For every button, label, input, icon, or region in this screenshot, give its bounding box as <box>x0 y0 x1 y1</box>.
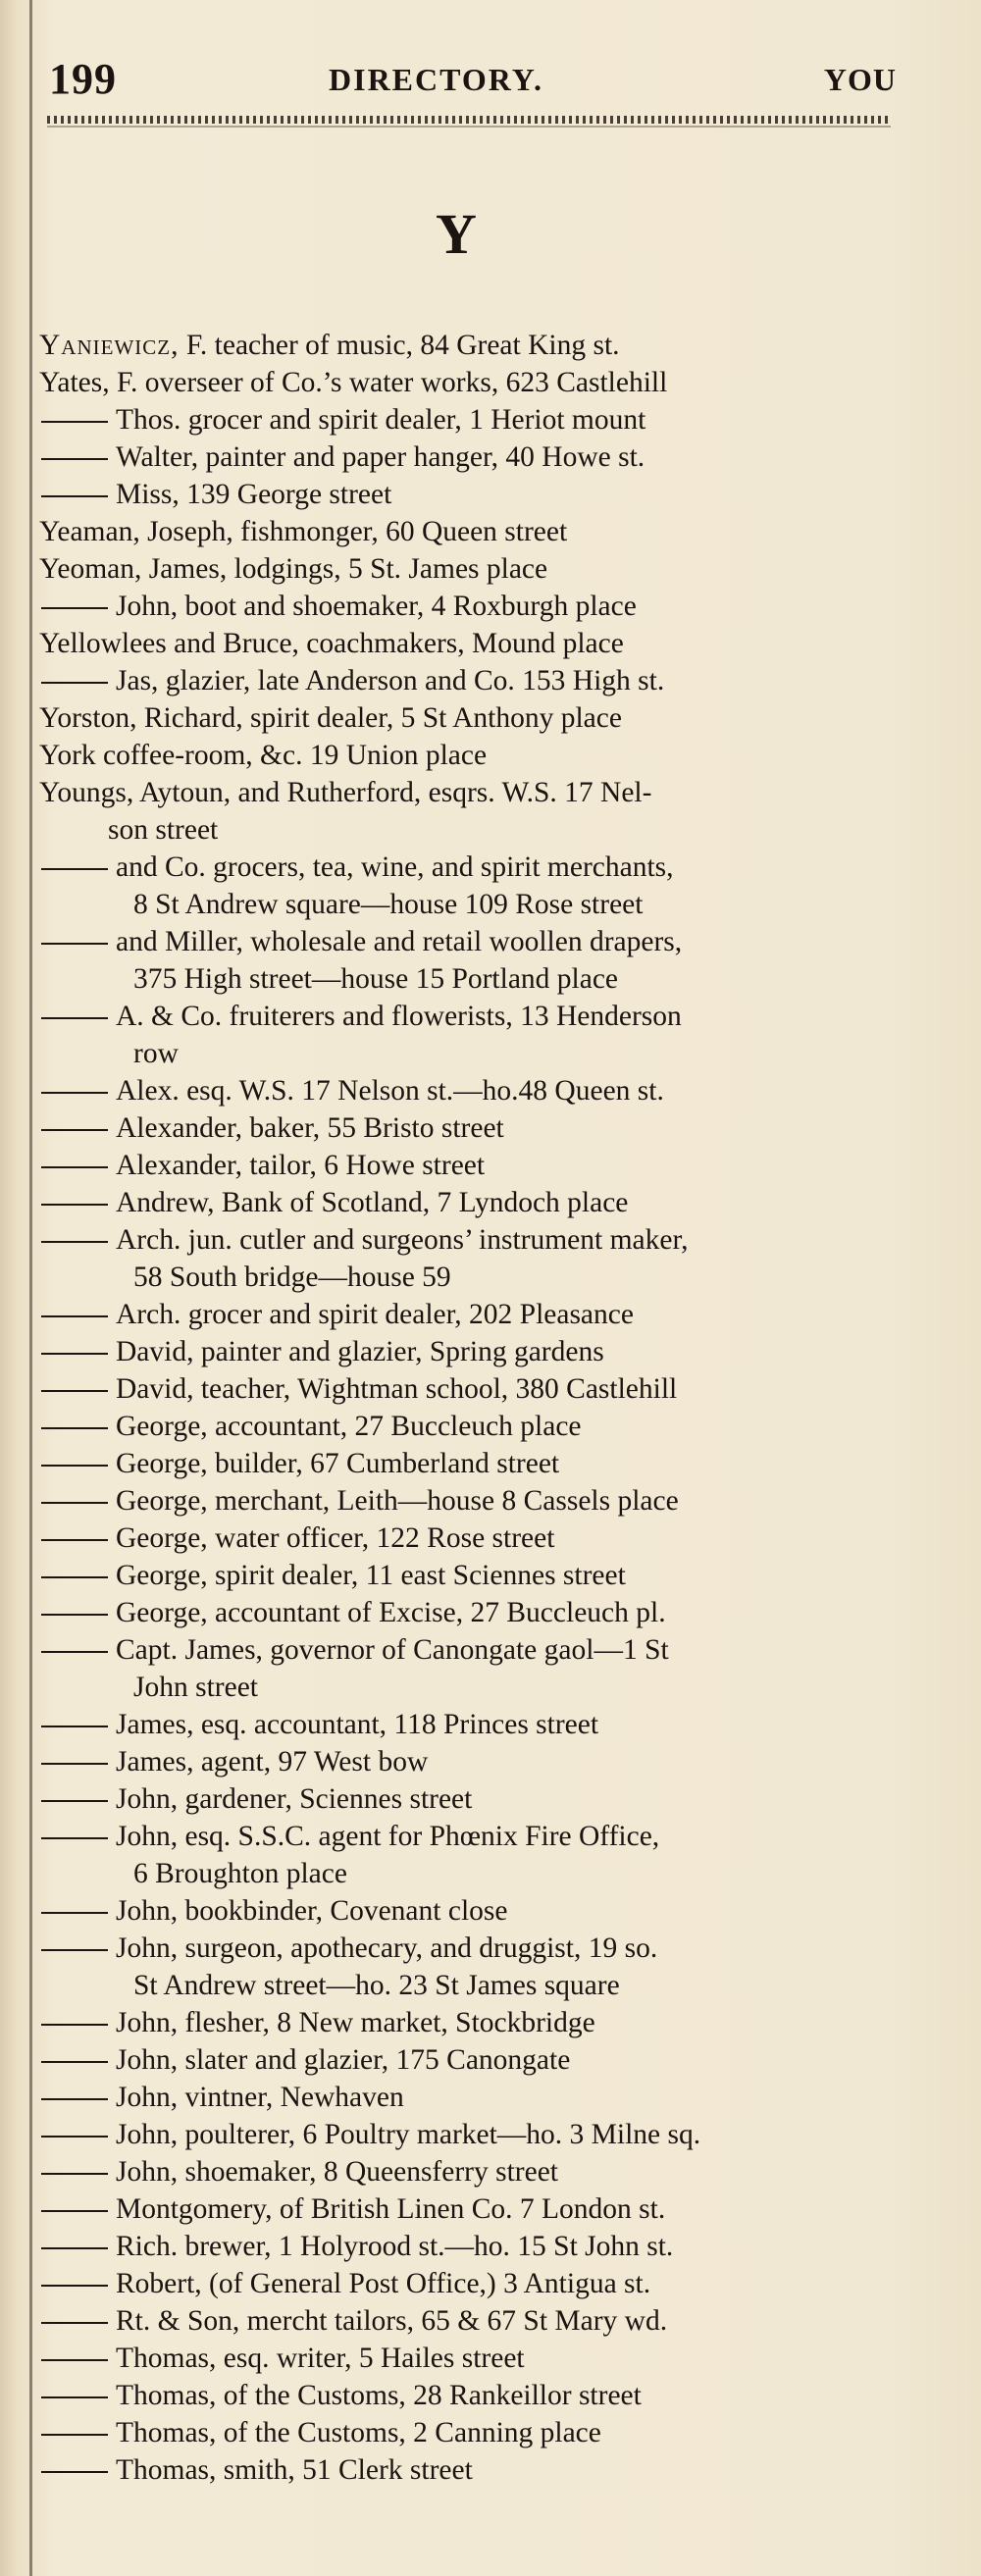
directory-entry <box>39 2004 903 2041</box>
directory-entry <box>39 998 903 1072</box>
directory-entry <box>39 438 903 476</box>
ditto-dash <box>39 1370 116 1408</box>
entry-line: Capt. James, governor of Canongate gaol—1 St <box>116 1634 669 1666</box>
entry-text <box>39 625 903 662</box>
entry-text <box>116 2377 903 2414</box>
ditto-dash <box>39 2190 116 2228</box>
entry-continuation-line: 6 Broughton place <box>133 1858 347 1889</box>
entry-text <box>116 401 903 438</box>
entry-text <box>116 1184 903 1221</box>
directory-entry <box>39 550 903 588</box>
entry-text <box>116 2079 903 2116</box>
ditto-dash <box>39 1780 116 1818</box>
directory-entry <box>39 699 903 737</box>
entry-continuation-line: son street <box>108 814 219 846</box>
entry-line: Thomas, of the Customs, 2 Canning place <box>116 2417 601 2448</box>
entry-line: John, gardener, Sciennes street <box>116 1783 473 1815</box>
entry-text <box>116 1557 903 1594</box>
directory-entry <box>39 1818 903 1892</box>
entry-text <box>116 1221 903 1296</box>
entry-line: John, surgeon, apothecary, and druggist, 19 so. <box>116 1932 658 1964</box>
entry-text <box>116 1631 903 1706</box>
entry-line: George, accountant of Excise, 27 Buccleuch pl. <box>116 1597 666 1628</box>
entry-line: James, agent, 97 West bow <box>116 1746 429 1777</box>
entry-text <box>116 2116 903 2153</box>
entry-text <box>116 2228 903 2265</box>
directory-entry <box>39 2116 903 2153</box>
ditto-dash <box>39 438 116 476</box>
ditto-dash <box>39 1631 116 1669</box>
ditto-dash <box>39 1818 116 1855</box>
entry-text <box>116 849 903 923</box>
directory-entry <box>39 625 903 662</box>
directory-entry <box>39 2190 903 2228</box>
directory-entry <box>39 1333 903 1370</box>
entry-line: Alexander, tailor, 6 Howe street <box>116 1150 486 1181</box>
entry-line: David, painter and glazier, Spring gardens <box>116 1336 604 1367</box>
directory-entry <box>39 327 903 364</box>
entry-text <box>116 662 903 699</box>
section-letter: Y <box>436 202 477 266</box>
ditto-dash <box>39 2451 116 2489</box>
entry-text <box>116 1743 903 1780</box>
directory-entry <box>39 1445 903 1482</box>
directory-entry <box>39 1594 903 1631</box>
entry-text <box>116 2414 903 2451</box>
entry-line: George, merchant, Leith—house 8 Cassels place <box>116 1485 679 1517</box>
entry-line: Yellowlees and Bruce, coachmakers, Mound place <box>39 628 624 659</box>
running-title: DIRECTORY. <box>329 62 543 97</box>
entry-text <box>39 513 903 550</box>
directory-entry <box>39 1780 903 1818</box>
ditto-dash <box>39 1557 116 1594</box>
ditto-dash <box>39 2041 116 2079</box>
entry-line: Yates, F. overseer of Co.’s water works, 623 Castlehill <box>39 367 668 398</box>
entry-text <box>116 1109 903 1147</box>
entry-line: Thos. grocer and spirit dealer, 1 Heriot mount <box>116 404 646 436</box>
directory-entry <box>39 476 903 513</box>
ditto-dash <box>39 1594 116 1631</box>
entry-text <box>116 2041 903 2079</box>
directory-entry <box>39 2265 903 2302</box>
ditto-dash <box>39 2377 116 2414</box>
ditto-dash <box>39 1147 116 1184</box>
entry-line: Arch. grocer and spirit dealer, 202 Pleasance <box>116 1299 634 1330</box>
entry-line: Yorston, Richard, spirit dealer, 5 St Anthony place <box>39 702 622 734</box>
ditto-dash <box>39 1072 116 1109</box>
directory-entry <box>39 401 903 438</box>
directory-entry <box>39 2302 903 2340</box>
entry-line: Yeoman, James, lodgings, 5 St. James place <box>39 553 548 585</box>
ditto-dash <box>39 1221 116 1259</box>
directory-entry <box>39 923 903 998</box>
entry-line: George, accountant, 27 Buccleuch place <box>116 1411 582 1442</box>
ditto-dash <box>39 2116 116 2153</box>
entry-line: John, esq. S.S.C. agent for Phœnix Fire Office, <box>116 1821 660 1852</box>
entry-line: Alex. esq. W.S. 17 Nelson st.—ho.48 Queen st. <box>116 1075 664 1107</box>
directory-entry <box>39 1147 903 1184</box>
ditto-dash <box>39 2004 116 2041</box>
directory-entry <box>39 1930 903 2004</box>
entry-line: York coffee-room, &c. 19 Union place <box>39 740 488 771</box>
entry-text <box>116 1818 903 1892</box>
entry-text <box>116 476 903 513</box>
entry-line: Yeaman, Joseph, fishmonger, 60 Queen street <box>39 516 568 547</box>
entry-text <box>39 550 903 588</box>
entry-line: Walter, painter and paper hanger, 40 Howe st. <box>116 441 645 473</box>
running-catchword: YOU <box>823 62 897 97</box>
ditto-dash <box>39 923 116 960</box>
entry-text <box>116 1594 903 1631</box>
directory-entry <box>39 1109 903 1147</box>
entry-line: Andrew, Bank of Scotland, 7 Lyndoch place <box>116 1187 629 1218</box>
directory-entry <box>39 1631 903 1706</box>
entry-text <box>116 2190 903 2228</box>
header-rule <box>47 116 891 124</box>
entry-line: Montgomery, of British Linen Co. 7 London st. <box>116 2193 666 2225</box>
entry-line: James, esq. accountant, 118 Princes street <box>116 1709 599 1740</box>
entry-line: George, water officer, 122 Rose street <box>116 1522 555 1554</box>
entry-text <box>116 1333 903 1370</box>
ditto-dash <box>39 1482 116 1520</box>
directory-entry <box>39 737 903 774</box>
directory-entry <box>39 1557 903 1594</box>
page-number: 199 <box>49 55 117 103</box>
directory-entry <box>39 2079 903 2116</box>
directory-entry <box>39 2414 903 2451</box>
ditto-dash <box>39 1445 116 1482</box>
directory-entry <box>39 2451 903 2489</box>
entry-line: John, vintner, Newhaven <box>116 2082 404 2113</box>
entry-text <box>116 923 903 998</box>
entry-continuation-line: 375 High street—house 15 Portland place <box>133 963 619 995</box>
entry-text <box>116 2302 903 2340</box>
entry-text <box>39 327 903 364</box>
ditto-dash <box>39 2079 116 2116</box>
entry-line: Thomas, smith, 51 Clerk street <box>116 2454 473 2486</box>
ditto-dash <box>39 662 116 699</box>
ditto-dash <box>39 2228 116 2265</box>
entry-text <box>116 1408 903 1445</box>
ditto-dash <box>39 2340 116 2377</box>
directory-entry <box>39 1296 903 1333</box>
directory-entry <box>39 1221 903 1296</box>
entry-line: Thomas, of the Customs, 28 Rankeillor street <box>116 2380 642 2411</box>
ditto-dash <box>39 1706 116 1743</box>
entry-text <box>39 699 903 737</box>
directory-entry <box>39 774 903 849</box>
directory-entries <box>39 327 903 2489</box>
directory-entry <box>39 1072 903 1109</box>
entry-text <box>116 1706 903 1743</box>
entry-text <box>116 1892 903 1930</box>
directory-entry <box>39 662 903 699</box>
entry-continuation-line: John street <box>133 1672 258 1703</box>
entry-text <box>116 1370 903 1408</box>
ditto-dash <box>39 1333 116 1370</box>
entry-detail: F. teacher of music, 84 Great King st. <box>185 330 620 361</box>
entry-line: George, builder, 67 Cumberland street <box>116 1448 560 1479</box>
directory-entry <box>39 1482 903 1520</box>
directory-entry <box>39 1370 903 1408</box>
directory-entry <box>39 2153 903 2190</box>
ditto-dash <box>39 476 116 513</box>
ditto-dash <box>39 1408 116 1445</box>
entry-line: Rich. brewer, 1 Holyrood st.—ho. 15 St John st. <box>116 2231 674 2262</box>
ditto-dash <box>39 2302 116 2340</box>
entry-text <box>116 588 903 625</box>
ditto-dash <box>39 1296 116 1333</box>
entry-line: Alexander, baker, 55 Bristo street <box>116 1112 504 1144</box>
entry-line: John, boot and shoemaker, 4 Roxburgh place <box>116 591 637 622</box>
entry-line: Arch. jun. cutler and surgeons’ instrument maker, <box>116 1224 689 1256</box>
directory-entry <box>39 1892 903 1930</box>
entry-continuation-line: row <box>133 1038 179 1069</box>
entry-line: John, flesher, 8 New market, Stockbridge <box>116 2007 595 2038</box>
directory-entry <box>39 513 903 550</box>
ditto-dash <box>39 1520 116 1557</box>
header-rule-base <box>47 126 891 128</box>
entry-text <box>116 1147 903 1184</box>
directory-entry <box>39 2041 903 2079</box>
directory-entry <box>39 2377 903 2414</box>
entry-text <box>116 2004 903 2041</box>
ditto-dash <box>39 1743 116 1780</box>
entry-text <box>116 1296 903 1333</box>
directory-entry <box>39 1520 903 1557</box>
entry-text <box>39 364 903 401</box>
entry-text <box>116 1445 903 1482</box>
entry-line: and Co. grocers, tea, wine, and spirit merchants, <box>116 851 674 883</box>
entry-text <box>116 1520 903 1557</box>
directory-entry <box>39 849 903 923</box>
ditto-dash <box>39 1930 116 1967</box>
entry-text <box>39 774 903 849</box>
page-header <box>49 54 897 113</box>
ditto-dash <box>39 1109 116 1147</box>
entry-line: John, bookbinder, Covenant close <box>116 1895 508 1927</box>
entry-lead-name: Yaniewicz, <box>39 330 180 361</box>
ditto-dash <box>39 2414 116 2451</box>
entry-line: and Miller, wholesale and retail woollen drapers, <box>116 926 683 957</box>
binding-edge <box>29 0 32 2576</box>
ditto-dash <box>39 849 116 886</box>
entry-text <box>116 2153 903 2190</box>
ditto-dash <box>39 2153 116 2190</box>
entry-text <box>116 998 903 1072</box>
directory-entry <box>39 2228 903 2265</box>
ditto-dash <box>39 1892 116 1930</box>
entry-line: Jas, glazier, late Anderson and Co. 153 High st. <box>116 665 665 696</box>
entry-line: Miss, 139 George street <box>116 479 392 510</box>
entry-text <box>116 2451 903 2489</box>
directory-entry <box>39 1408 903 1445</box>
entry-continuation-line: 58 South bridge—house 59 <box>133 1262 451 1293</box>
entry-continuation-line: St Andrew street—ho. 23 St James square <box>133 1970 620 2001</box>
ditto-dash <box>39 401 116 438</box>
entry-line: Thomas, esq. writer, 5 Hailes street <box>116 2343 525 2374</box>
ditto-dash <box>39 1184 116 1221</box>
entry-text <box>116 2340 903 2377</box>
entry-line <box>39 327 903 364</box>
directory-entry <box>39 588 903 625</box>
entry-line: John, shoemaker, 8 Queensferry street <box>116 2156 558 2188</box>
ditto-dash <box>39 998 116 1035</box>
directory-entry <box>39 364 903 401</box>
entry-text <box>116 1930 903 2004</box>
entry-text <box>116 438 903 476</box>
directory-entry <box>39 2340 903 2377</box>
ditto-dash <box>39 2265 116 2302</box>
entry-text <box>116 2265 903 2302</box>
entry-text <box>116 1482 903 1520</box>
entry-line: Rt. & Son, mercht tailors, 65 & 67 St Mary wd. <box>116 2305 668 2337</box>
entry-line: Youngs, Aytoun, and Rutherford, esqrs. W.S. 17 Nel- <box>39 777 652 808</box>
entry-line: John, slater and glazier, 175 Canongate <box>116 2044 571 2076</box>
entry-line: David, teacher, Wightman school, 380 Castlehill <box>116 1373 678 1405</box>
directory-entry <box>39 1706 903 1743</box>
entry-line: Robert, (of General Post Office,) 3 Antigua st. <box>116 2268 651 2299</box>
entry-continuation-line: 8 St Andrew square—house 109 Rose street <box>133 889 644 920</box>
directory-entry <box>39 1184 903 1221</box>
entry-text <box>116 1072 903 1109</box>
directory-entry <box>39 1743 903 1780</box>
entry-text <box>39 737 903 774</box>
ditto-dash <box>39 588 116 625</box>
entry-line: A. & Co. fruiterers and flowerists, 13 Henderson <box>116 1001 682 1032</box>
entry-line: John, poulterer, 6 Poultry market—ho. 3 Milne sq. <box>116 2119 701 2150</box>
entry-line: George, spirit dealer, 11 east Sciennes street <box>116 1560 626 1591</box>
entry-text <box>116 1780 903 1818</box>
